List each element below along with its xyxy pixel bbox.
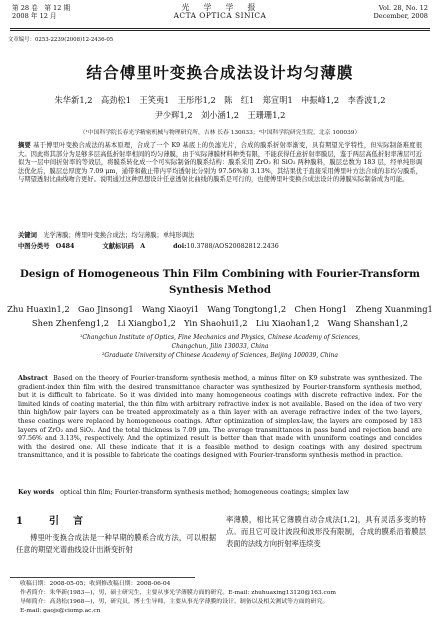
paper-title-en: Design of Homogeneous Thin Film Combining with Fourier-Transform Synthesis Method — [20, 268, 420, 296]
authors-en — [4, 302, 436, 330]
keywords-en-text: optical thin film; Fourier-transform synthesis method; homogeneous coatings; simplex law — [60, 489, 350, 496]
affiliation-en-2: ²Graduate University of Chinese Academy of Sciences, Beijing 100039, China — [101, 351, 339, 359]
abstract-en-text: Based on the theory of Fourier-transform synthesis method, a minus filter on K9 substrate was synthesized. The gradient-index thin film with the desired transmittance character was synthesized by Fourier-transform synthesis method, but it is difficult to fabricate. So it was divided into many homogeneous coatings with discrete refractive index. For the limited kinds of coating material, the thin film with arbitrary refractive index is not available. Based on the idea of two very thin high/low pair layers can be treated approximately as a thin layer with an average refractive index of the two layers, these coatings were replaced by homogeneous coatings. After optimization of simplex-law, the layers are composed by 183 layers of ZrO₂ and SiO₂. And the total thickness is 7.09 μm. The average transmittances in pass band and rejection band are 97.56% and 3.13%, respectively. And the optimized result is better than that made with ununiform coatings and concides with the desired one. All these indicate that it is a feasible method to design coatings with any desired spectrum transmittance, and it is possible to fabricate the coatings designed with Fourier-transform synthesis method in practice. — [18, 375, 422, 460]
authors-cn-line1: 朱华新1,2 高劲松1 王笑夷1 王彤彤1,2 陈 红1 郑宣明1 申振峰1,2 李香波1,2 — [54, 95, 386, 105]
authors-en-line2: Shen Zhenfeng1,2 Li Xiangbo1,2 Yin Shaohui1,2 Liu Xiaohan1,2 Wang Shanshan1,2 — [31, 318, 409, 328]
footnote-received: 收稿日期：2008-05-05；收到修改稿日期：2008-06-04 — [20, 581, 171, 587]
authors-en-line1: Zhu Huaxin1,2 Gao Jinsong1 Wang Xiaoyi1 Wang Tongtong1,2 Chen Hong1 Zheng Xuanming1 — [7, 304, 433, 314]
abstract-en — [18, 375, 422, 461]
affiliation-en-1: ¹Changchun Institute of Optics, Fine Mechanics and Physics, Chinese Academy of Sciences, — [79, 334, 361, 341]
running-header — [12, 4, 428, 28]
cls-label: 中图分类号 — [18, 243, 50, 250]
doc-code-value: A — [140, 243, 146, 250]
footnote-email: E-mail: gaojs@ciomp.ac.cn — [20, 608, 101, 614]
paper-title-cn: 结合傅里叶变换合成法设计均匀薄膜 — [86, 64, 354, 82]
section-heading-intro — [16, 512, 97, 527]
affiliation-cn: （¹中国科学院长春光学精密机械与物理研究所，吉林 长春 130033；²中国科学院研究生院，北京 100039） — [79, 130, 361, 136]
header-center — [12, 4, 428, 20]
keywords-cn-text: 光学薄膜；傅里叶变换合成法；均匀薄膜；单纯形调法 — [43, 232, 195, 239]
doc-code-label: 文献标识码 — [102, 243, 134, 250]
volume-en: Vol. 28, No. 12 — [378, 4, 428, 12]
cls-value: O484 — [55, 243, 75, 250]
authors-cn-line2: 尹少辉1,2 刘小涵1,2 王珊珊1,2 — [154, 110, 286, 120]
abstract-cn-text: 基于傅里叶变换合成法的基本原理，合成了一个 K9 基底上的负滤光片，合成的膜系折射率渐变，具有期望光学特性，但实际制备难度很大。因此将其部分为足够多层高低折射率相间的均匀薄膜，由于实际薄膜材料种类有限，不能获得任意折射率膜层，鉴于两层高低折射率薄层可近似为一层中间折射率的等效层，将膜系转化成一个可实际制备的膜系结构：膜系采用 ZrO₂ 和 SiO₂ 两种膜料，膜层总数为 183 层，经单纯形调法优化后，膜层总厚度为 7.09 μm，通带和截止带内平均透射比分别为 97.56%和 3.13%，其结果优于直接采用傅里叶方法合成的非均匀膜系，与期望透射比曲线吻合更好。说明通过这种思想设计任意透射比曲线的膜系是可行的，也使傅里叶变换合成法设计的薄膜实际制备成为可能。 — [18, 142, 422, 184]
abstract-en-label: Abstract — [18, 375, 48, 382]
abstract-cn — [18, 142, 422, 185]
keywords-cn-label: 关键词 — [18, 232, 37, 239]
affiliation-en — [20, 334, 420, 360]
footnote-author: 作者简介：朱华新(1983—)，男，硕士研究生，主要从事光学薄膜方面的研究。E-mail: zhuhuaxing13120@163.com — [20, 590, 336, 596]
authors-cn — [20, 93, 420, 123]
journal-name-en: ACTA OPTICA SINICA — [173, 11, 267, 20]
doi-value: 10.3788/AOS20082812.2436 — [186, 243, 279, 250]
classification-row — [18, 242, 422, 251]
keywords-cn — [18, 231, 422, 240]
issue-date-cn: 2008 年 12 月 — [12, 12, 57, 20]
intro-column-left: 傅里叶变换合成法是一种早期的膜系合成方法，可以根据任意的期望光谱曲线设计出渐变折射 — [16, 533, 216, 554]
section-title: 引言 — [48, 516, 97, 527]
intro-column-right: 率薄膜，相比其它薄膜自动合成法[1,2]，具有灵活多变的特点。而且它可设计波段和波形没有限制，合成的膜系沿着膜层表面的法线方向折射率连续变 — [226, 515, 426, 548]
affiliation-en-1b: Changchun, Jilin 130033, China — [171, 342, 269, 350]
header-right — [373, 4, 428, 20]
keywords-en — [18, 489, 422, 498]
doi-label: doi: — [173, 243, 187, 250]
journal-name-cn: 光 学 学 报 — [181, 3, 259, 12]
article-id: 文章编号：0253-2239(2008)12-2436-05 — [8, 37, 114, 43]
footnote-advisor: 导师简介：高劲松(1968—)，男，研究员，博士生导师，主要从事光学薄膜的设计、制备以及相关测试等方面的研究。 — [20, 599, 329, 605]
section-number: 1 — [16, 516, 23, 527]
issue-date-en: December, 2008 — [373, 12, 428, 20]
header-rule-thin — [10, 30, 430, 31]
abstract-cn-label: 摘要 — [18, 142, 31, 149]
footnote-rule — [10, 577, 195, 578]
keywords-en-label: Key words — [18, 489, 55, 496]
header-rule — [10, 28, 430, 29]
volume-issue: 第 28 卷 第 12 期 — [12, 4, 71, 12]
